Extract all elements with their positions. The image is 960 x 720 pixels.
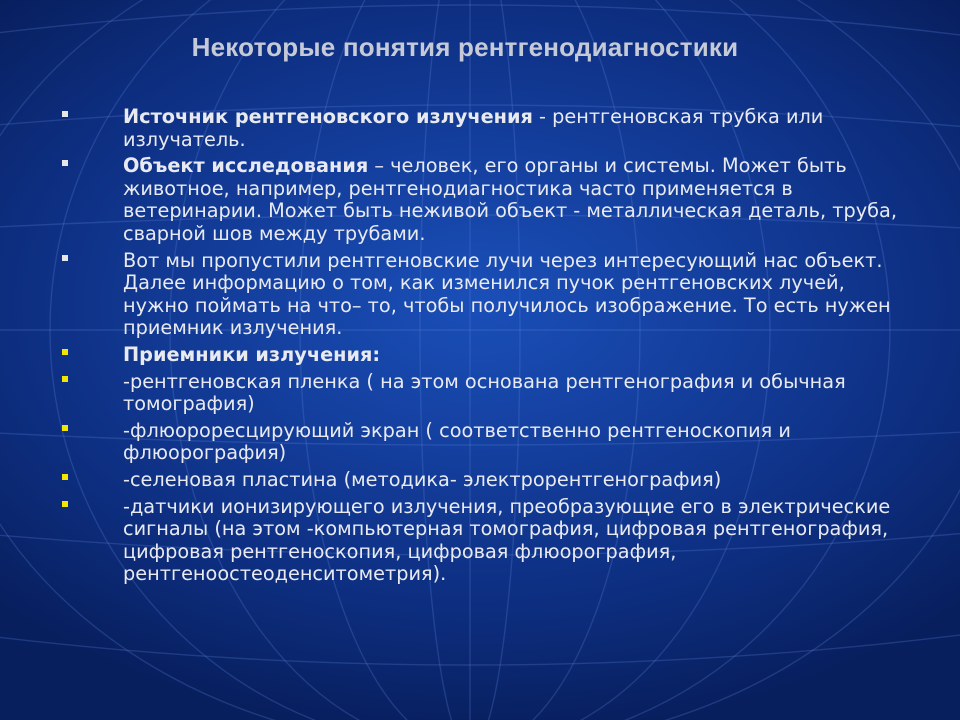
bullet-item-fluorescent-screen xyxy=(60,420,910,465)
bullet-text: -рентгеновская пленка ( на этом основана рентгенография и обычная томография) xyxy=(123,369,846,416)
bullet-item-receivers-heading xyxy=(60,344,910,367)
square-bullet-icon xyxy=(62,501,68,507)
slide-title: Некоторые понятия рентгенодиагностики xyxy=(191,32,739,62)
bullet-text: -селеновая пластина (методика- электрорентгенография) xyxy=(123,467,722,491)
bullet-term: Источник рентгеновского излучения xyxy=(123,105,533,128)
bullet-item-xray-source xyxy=(60,106,910,151)
bullet-list xyxy=(60,106,910,590)
square-bullet-icon xyxy=(62,255,68,261)
bullet-item-selenium-plate xyxy=(60,469,910,492)
bullet-term: Приемники излучения: xyxy=(123,342,381,366)
bullet-text: Вот мы пропустили рентгеновские лучи через интересующий нас объект. Далее информацию о том, как изменился пучок рентгеновских лучей, нужно поймать на что– то, чтобы получилось изображение. То есть нужен приемник излучения. xyxy=(123,248,891,340)
bullet-text: – человек, его органы и системы. Может быть животное, например, рентгенодиагностика часто применяется в ветеринарии. Может быть неживой объект - металлическая деталь, труба, сварной шов между трубами. xyxy=(123,154,897,245)
square-bullet-icon xyxy=(62,474,68,480)
square-bullet-icon xyxy=(62,376,68,382)
bullet-item-ionizing-sensors xyxy=(60,496,910,586)
square-bullet-icon xyxy=(62,111,68,117)
bullet-term: Объект исследования xyxy=(123,154,369,178)
bullet-text: -датчики ионизирующего излучения, преобразующие его в электрические сигналы (на этом -компьютерная томография, цифровая рентгенография, цифровая рентгеноскопия, цифровая флюорография, рентгеноостеоденситометрия). xyxy=(123,494,891,586)
square-bullet-icon xyxy=(62,160,68,166)
bullet-item-research-object xyxy=(60,155,910,245)
bullet-item-capture-explanation xyxy=(60,250,910,340)
bullet-text: -флюорoресцирующий экран ( соответственно рентгеноскопия и флюорография) xyxy=(123,418,791,465)
bullet-item-xray-film xyxy=(60,371,910,416)
square-bullet-icon xyxy=(62,425,68,431)
square-bullet-icon xyxy=(62,349,68,355)
bullet-text: - рентгеновская трубка или излучатель. xyxy=(123,105,824,151)
